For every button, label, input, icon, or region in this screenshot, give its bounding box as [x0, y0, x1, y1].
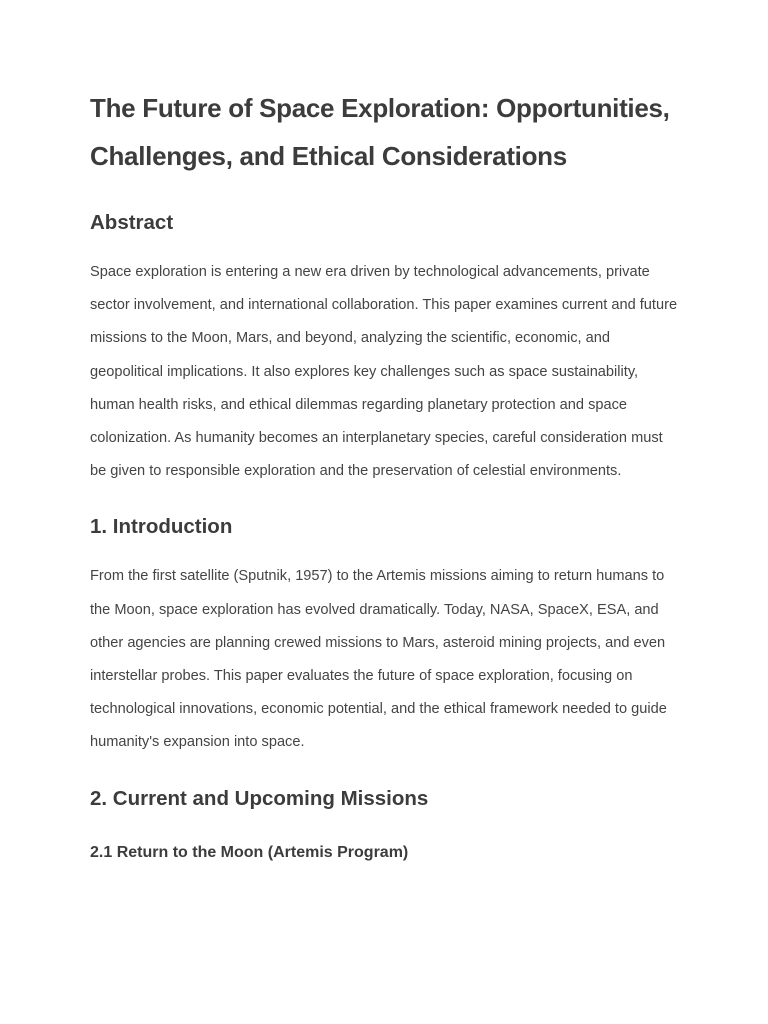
artemis-subheading: 2.1 Return to the Moon (Artemis Program): [90, 843, 409, 861]
abstract-paragraph: Space exploration is entering a new era driven by technological advancements, private sector involvement, and international collaboration. This paper examines current and future missions to the Moon, Mars, and beyond, analyzing the scientific, economic, and geopolitical implications. It also explores key challenges such as space sustainability, human health risks, and ethical dilemmas regarding planetary protection and space colonization. As humanity becomes an interplanetary species, careful consideration must be given to responsible exploration and the preservation of celestial environments.: [90, 264, 678, 480]
missions-heading: 2. Current and Upcoming Missions: [90, 786, 429, 810]
abstract-heading: Abstract: [90, 211, 174, 234]
introduction-paragraph: From the first satellite (Sputnik, 1957) to the Artemis missions aiming to return humans to the Moon, space exploration has evolved dramatically. Today, NASA, SpaceX, ESA, and other agencies are planning crewed missions to Mars, asteroid mining projects, and even interstellar probes. This paper evaluates the future of space exploration, focusing on technological innovations, economic potential, and the ethical framework needed to guide humanity's expansion into space.: [90, 568, 667, 751]
document-title: The Future of Space Exploration: Opportunities, Challenges, and Ethical Considerations: [90, 93, 670, 171]
document-page: [90, 84, 682, 865]
introduction-heading: 1. Introduction: [90, 515, 233, 539]
